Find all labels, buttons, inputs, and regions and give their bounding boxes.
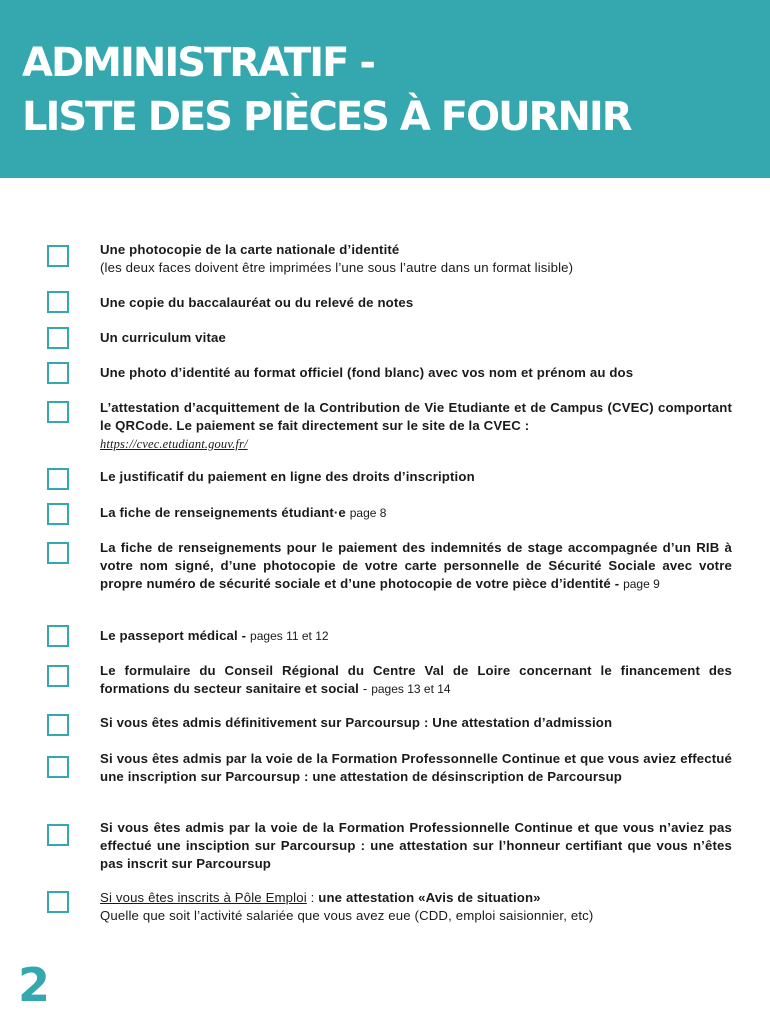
page-title-line-2: LISTE DES PIÈCES À FOURNIR — [22, 94, 631, 140]
checklist-item-text — [100, 468, 732, 486]
checkbox[interactable] — [47, 714, 69, 736]
item-label: une attestation «Avis de situation» — [318, 890, 541, 905]
checkbox[interactable] — [47, 542, 69, 564]
item-label: Si vous êtes admis définitivement sur Parcoursup : Une attestation d’admission — [100, 715, 613, 730]
item-condition: Si vous êtes inscrits à Pôle Emploi — [100, 890, 307, 905]
page-title-line-1: ADMINISTRATIF - — [22, 40, 374, 86]
page-number: 2 — [18, 958, 51, 1012]
checklist-item-text — [100, 819, 732, 873]
checkbox[interactable] — [47, 327, 69, 349]
separator: - — [362, 681, 368, 696]
checklist-item-text — [100, 294, 732, 312]
page-reference: page 9 — [623, 577, 660, 591]
checkbox[interactable] — [47, 756, 69, 778]
item-label: L’attestation d’acquittement de la Contribution de Vie Etudiante et de Campus (CVEC) comportant le QRCode. Le paiement se fait directement sur le site de la CVEC : — [100, 400, 732, 433]
cvec-link[interactable]: https://cvec.etudiant.gouv.fr/ — [100, 437, 248, 451]
checkbox[interactable] — [47, 824, 69, 846]
checklist-item-text — [100, 750, 732, 786]
checkbox[interactable] — [47, 362, 69, 384]
item-label: Une copie du baccalauréat ou du relevé de notes — [100, 295, 414, 310]
checkbox[interactable] — [47, 665, 69, 687]
item-label: La fiche de renseignements pour le paiement des indemnités de stage accompagnée d’un RIB à votre nom signé, d’une photocopie de votre carte personnelle de Sécurité Sociale avec votre propre numéro de sécurité sociale et d’une photocopie de votre pièce d’identité - — [100, 540, 732, 591]
checklist-item-text — [100, 364, 732, 382]
checklist-item-text — [100, 241, 732, 277]
checkbox[interactable] — [47, 503, 69, 525]
item-note: Quelle que soit l’activité salariée que vous avez eue (CDD, emploi saisionnier, etc) — [100, 908, 594, 923]
page-title — [22, 36, 631, 144]
checkbox[interactable] — [47, 245, 69, 267]
separator: : — [306, 890, 319, 905]
checklist-item-text — [100, 329, 732, 347]
page-reference: pages 11 et 12 — [250, 629, 329, 643]
checkbox[interactable] — [47, 625, 69, 647]
checkbox[interactable] — [47, 401, 69, 423]
item-label: Si vous êtes admis par la voie de la Formation Professonnelle Continue et que vous aviez effectué une inscription sur Parcoursup : une attestation de désinscription de Parcoursup — [100, 751, 732, 784]
item-note: (les deux faces doivent être imprimées l’une sous l’autre dans un format lisible) — [100, 260, 574, 275]
item-label: Une photocopie de la carte nationale d’identité — [100, 242, 400, 257]
item-label: Le passeport médical - — [100, 628, 247, 643]
checklist-item-text — [100, 714, 732, 732]
checklist-item-text — [100, 399, 732, 453]
item-label: Un curriculum vitae — [100, 330, 226, 345]
checklist-item-text — [100, 539, 732, 593]
page-reference: pages 13 et 14 — [371, 682, 451, 696]
header-banner — [0, 0, 770, 178]
checklist-item-text — [100, 889, 732, 925]
checklist-item-text — [100, 662, 732, 698]
item-label: Le justificatif du paiement en ligne des droits d’inscription — [100, 469, 475, 484]
checkbox[interactable] — [47, 291, 69, 313]
item-label: La fiche de renseignements étudiant·e — [100, 505, 346, 520]
item-label: Une photo d’identité au format officiel (fond blanc) avec vos nom et prénom au dos — [100, 365, 634, 380]
item-label: Si vous êtes admis par la voie de la Formation Professionnelle Continue et que vous n’aviez pas effectué une insciption sur Parcoursup : une attestation sur l’honneur certifiant que vous n’êtes pas inscrit sur Parcoursup — [100, 820, 732, 871]
checklist-item-text — [100, 504, 732, 522]
checklist-item-text — [100, 627, 732, 645]
page-reference: page 8 — [349, 506, 387, 520]
item-label: Le formulaire du Conseil Régional du Centre Val de Loire concernant le financement des formations du secteur sanitaire et social — [100, 663, 732, 696]
checkbox[interactable] — [47, 891, 69, 913]
checkbox[interactable] — [47, 468, 69, 490]
